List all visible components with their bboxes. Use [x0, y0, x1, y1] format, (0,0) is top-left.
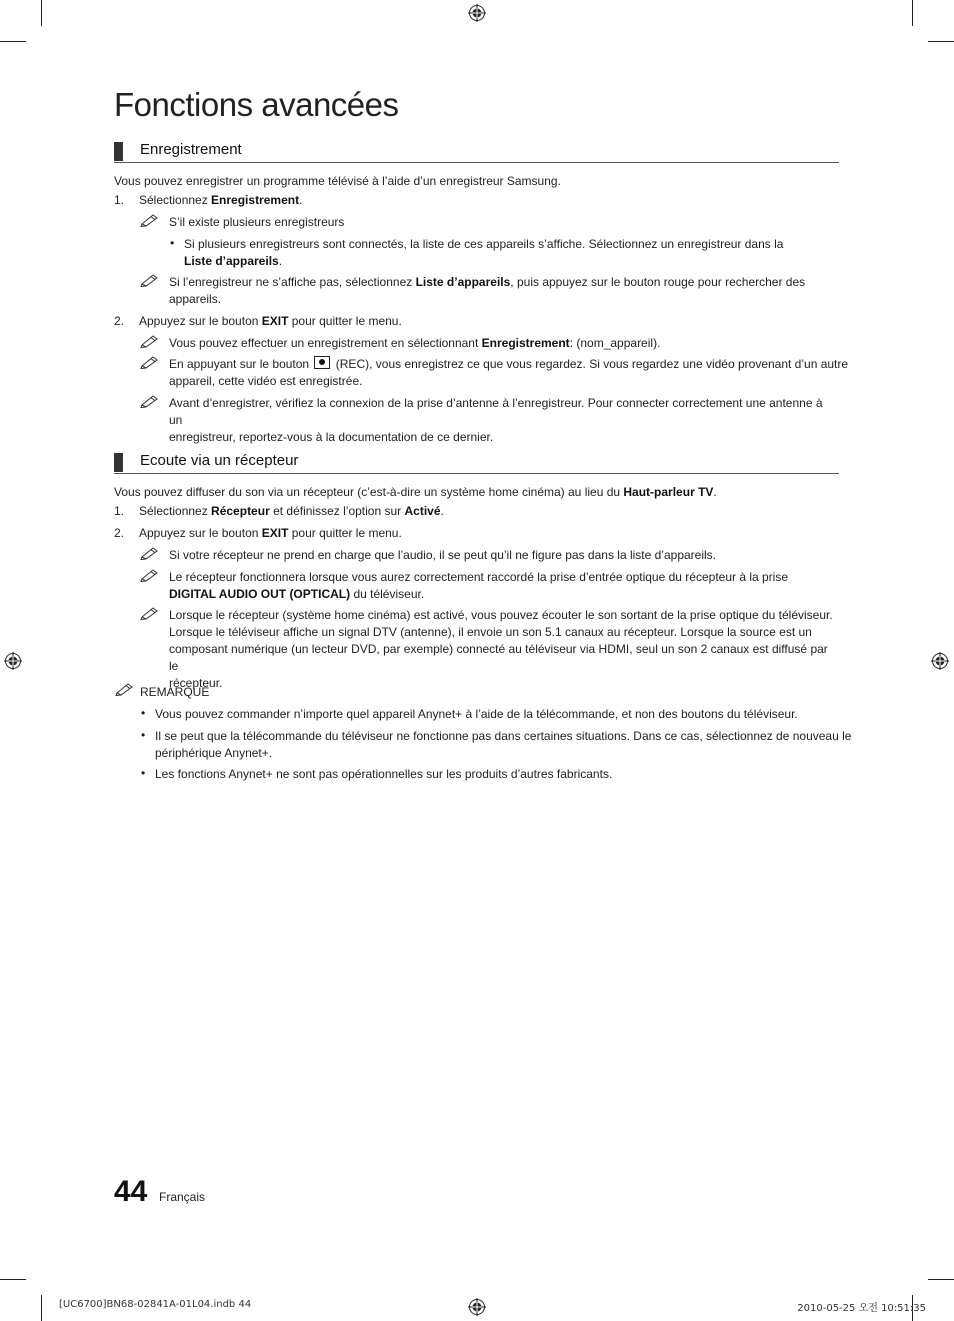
bullet: •: [141, 706, 146, 720]
bullet: •: [141, 766, 146, 780]
note-text: Le récepteur fonctionnera lorsque vous aurez correctement raccordé la prise d’entrée optique du récepteur à la prise DIGITAL AUDIO OUT (OPTICAL) du téléviseur.: [169, 570, 789, 601]
page-title: Fonctions avancées: [114, 86, 399, 123]
registration-mark-icon: [468, 1298, 486, 1316]
remarque-bullet-text: Les fonctions Anynet+ ne sont pas opérationnelles sur les produits d’autres fabricants.: [155, 767, 613, 781]
section-intro: Vous pouvez diffuser du son via un récepteur (c’est-à-dire un système home cinéma) au lieu du Haut-parleur TV.: [114, 485, 717, 499]
print-file-info: [UC6700]BN68-02841A-01L04.indb 44: [59, 1299, 252, 1310]
step-text: Appuyez sur le bouton EXIT pour quitter le menu.: [139, 314, 402, 328]
remarque-bullet-text: Il se peut que la télécommande du téléviseur ne fonctionne pas dans certaines situations. Dans ce cas, sélectionnez de nouveau le périphérique Anynet+.: [155, 729, 852, 760]
section-bar: [114, 453, 123, 472]
section-header: [114, 140, 839, 163]
section-title: Ecoute via un récepteur: [140, 452, 299, 469]
note-text: S’il existe plusieurs enregistreurs: [169, 215, 345, 229]
section-bar: [114, 142, 123, 161]
print-timestamp: 2010-05-25 오전 10:51:35: [797, 1303, 926, 1314]
step-text: Sélectionnez Enregistrement.: [139, 193, 303, 207]
crop-mark: [41, 0, 42, 26]
note-text: Avant d’enregistrer, vérifiez la connexion de la prise d’antenne à l’enregistreur. Pour connecter correctement une antenne à un enregistreur, reportez-vous à la documentation de ce dernier.: [169, 396, 823, 444]
remarque-title: REMARQUE: [140, 685, 210, 699]
note-text: Lorsque le récepteur (système home cinéma) est activé, vous pouvez écouter le son sortant de la prise optique du téléviseur. Lorsque le téléviseur affiche un signal DTV (antenne), il envoie un son 5.1 canaux au récepteur. Lorsque la source est un composant numérique (un lecteur DVD, par exemple) connecté au téléviseur via HDMI, seul un son 2 canaux est diffusé par le récepteur.: [169, 608, 833, 690]
step-text: Sélectionnez Récepteur et définissez l’option sur Activé.: [139, 504, 444, 518]
step-number: 2.: [114, 314, 125, 328]
pencil-note-icon: [140, 213, 160, 227]
section-enregistrement: [114, 140, 839, 163]
section-intro: [114, 173, 839, 190]
intro-text: Vous pouvez enregistrer un programme télévisé à l’aide d’un enregistreur Samsung.: [114, 174, 561, 188]
crop-mark: [928, 1279, 954, 1280]
crop-mark: [0, 1279, 26, 1280]
crop-mark: [41, 1295, 42, 1321]
note-text: Vous pouvez effectuer un enregistrement en sélectionnant Enregistrement: (nom_appareil).: [169, 336, 661, 350]
bullet-text: Si plusieurs enregistreurs sont connectés, la liste de ces appareils s’affiche. Sélectionnez un enregistreur dans la Liste d’appareils.: [184, 237, 784, 268]
step-number: 1.: [114, 193, 125, 207]
pencil-note-icon: [140, 546, 160, 560]
registration-mark-icon: [468, 4, 486, 22]
step-number: 2.: [114, 526, 125, 540]
pencil-note-icon: [140, 273, 160, 287]
step-text: Appuyez sur le bouton EXIT pour quitter le menu.: [139, 526, 402, 540]
pencil-note-icon: [140, 334, 160, 348]
section-header: [114, 451, 839, 474]
crop-mark: [912, 0, 913, 26]
registration-mark-icon: [4, 652, 22, 670]
page-language: Français: [159, 1190, 206, 1204]
note-text: Si votre récepteur ne prend en charge que l’audio, il se peut qu’il ne figure pas dans la liste d’appareils.: [169, 548, 717, 562]
rec-button-icon: [314, 356, 330, 369]
note-text: En appuyant sur le bouton (REC), vous enregistrez ce que vous regardez. Si vous regardez une vidéo provenant d’un autre appareil, cette vidéo est enregistrée.: [169, 357, 849, 388]
bullet: •: [141, 728, 146, 742]
pencil-note-icon: [140, 394, 160, 408]
section-ecoute-recepteur: [114, 451, 839, 474]
page-number: 44: [114, 1175, 148, 1208]
pencil-note-icon: [140, 568, 160, 582]
bullet: •: [170, 236, 175, 250]
pencil-note-icon: [140, 606, 160, 620]
section-title: Enregistrement: [140, 141, 242, 158]
crop-mark: [928, 41, 954, 42]
crop-mark: [0, 41, 26, 42]
pencil-note-icon: [115, 682, 135, 696]
step-number: 1.: [114, 504, 125, 518]
pencil-note-icon: [140, 355, 160, 369]
remarque-bullet-text: Vous pouvez commander n’importe quel appareil Anynet+ à l’aide de la télécommande, et non des boutons du téléviseur.: [155, 707, 798, 721]
note-text: Si l’enregistreur ne s’affiche pas, sélectionnez Liste d’appareils, puis appuyez sur le bouton rouge pour rechercher des appareils.: [169, 275, 806, 306]
registration-mark-icon: [931, 652, 949, 670]
